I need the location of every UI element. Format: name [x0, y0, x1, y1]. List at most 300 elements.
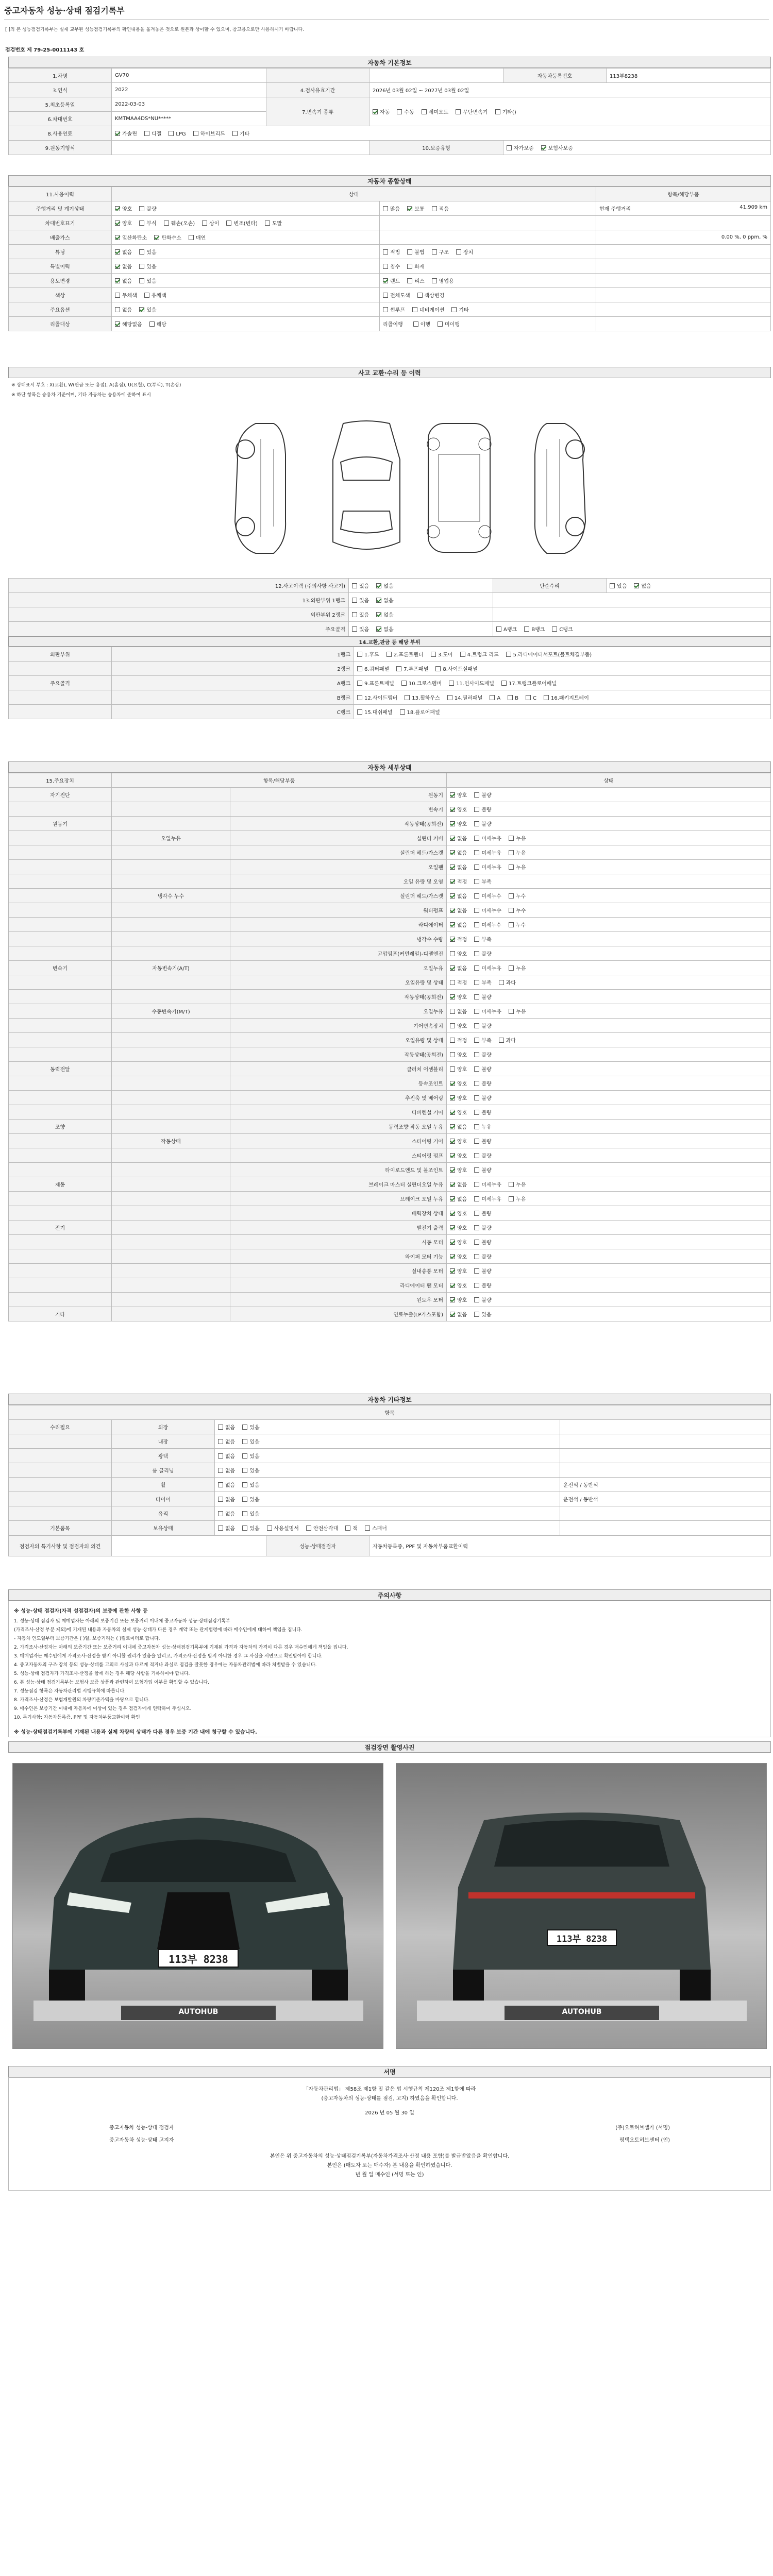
option-checkbox[interactable] — [115, 306, 132, 313]
part-checkbox[interactable] — [431, 650, 453, 658]
checkbox-icon — [397, 109, 402, 114]
option-checkbox[interactable] — [352, 596, 369, 604]
option-checkbox[interactable] — [383, 277, 400, 284]
group-label — [9, 1264, 112, 1278]
option-checkbox[interactable] — [345, 1524, 358, 1532]
option-checkbox[interactable] — [474, 1123, 491, 1130]
option-checkbox[interactable] — [450, 791, 467, 799]
option-checkbox[interactable] — [376, 625, 393, 633]
option-checkbox[interactable] — [474, 1238, 491, 1246]
option-checkbox[interactable] — [450, 964, 467, 972]
sub-label — [112, 1177, 230, 1192]
detail-row — [9, 1120, 771, 1134]
legend-text: ※ 하단 항목은 승용차 기준이며, 기타 자동차는 승용차에 준하여 표시 — [11, 393, 151, 398]
option-checkbox[interactable] — [474, 1224, 491, 1231]
overall-row — [9, 201, 771, 216]
option-checkbox[interactable] — [450, 1151, 467, 1159]
option-checkbox[interactable] — [450, 1238, 467, 1246]
option-checkbox[interactable] — [417, 291, 445, 299]
state-options — [447, 1249, 771, 1264]
group-label: 기본품목 — [9, 1521, 112, 1535]
option-checkbox[interactable] — [450, 921, 467, 928]
option-checkbox[interactable] — [154, 233, 181, 241]
option-checkbox[interactable] — [450, 1224, 467, 1231]
option-checkbox[interactable] — [218, 1481, 235, 1488]
checkbox-icon — [474, 1066, 479, 1072]
option-checkbox[interactable] — [164, 219, 195, 227]
option-checkbox[interactable] — [450, 863, 467, 871]
option-checkbox[interactable] — [634, 582, 651, 589]
state-options — [447, 1206, 771, 1221]
option-checkbox[interactable] — [451, 306, 468, 313]
option-checkbox[interactable] — [218, 1437, 235, 1445]
group-label — [9, 1235, 112, 1249]
option-checkbox[interactable] — [450, 1195, 467, 1202]
option-checkbox[interactable] — [450, 1281, 467, 1289]
option-checkbox[interactable] — [450, 1209, 467, 1217]
option-label: 스패너 — [372, 1526, 387, 1532]
option-checkbox[interactable] — [450, 805, 467, 813]
detail-row — [9, 990, 771, 1004]
option-checkbox[interactable] — [115, 262, 132, 270]
option-label: 불량 — [481, 1240, 492, 1246]
part-checkbox[interactable] — [447, 693, 483, 701]
option-checkbox[interactable] — [495, 108, 516, 115]
option-checkbox[interactable] — [383, 262, 400, 270]
option-checkbox[interactable] — [376, 611, 393, 618]
option-checkbox[interactable] — [474, 1209, 491, 1217]
option-checkbox[interactable] — [474, 1007, 501, 1015]
option-checkbox[interactable] — [509, 1007, 526, 1015]
option-label: 있음 — [146, 279, 157, 284]
option-checkbox[interactable] — [115, 248, 132, 256]
option-checkbox[interactable] — [450, 1108, 467, 1116]
option-checkbox[interactable] — [242, 1466, 259, 1474]
group-label — [9, 874, 112, 889]
option-label: 불량 — [481, 1110, 492, 1116]
part-checkbox[interactable] — [490, 695, 500, 701]
option-label: 미세누수 — [481, 923, 501, 928]
option-checkbox[interactable] — [450, 1094, 467, 1101]
option-checkbox[interactable] — [218, 1466, 235, 1474]
option-label: 누유 — [515, 836, 526, 842]
option-checkbox[interactable] — [139, 248, 156, 256]
checkbox-icon — [376, 583, 381, 588]
option-checkbox[interactable] — [450, 1036, 467, 1044]
part-checkbox[interactable] — [435, 665, 478, 672]
part-checkbox[interactable] — [357, 665, 389, 672]
option-checkbox[interactable] — [474, 1310, 491, 1318]
option-checkbox[interactable] — [474, 964, 501, 972]
option-checkbox[interactable] — [474, 1267, 491, 1275]
checkbox-icon — [509, 1009, 514, 1014]
option-checkbox[interactable] — [432, 248, 449, 256]
option-checkbox[interactable] — [474, 978, 491, 986]
option-checkbox[interactable] — [474, 1050, 491, 1058]
group-label — [9, 1449, 112, 1463]
part-label: 14.필러패널 — [454, 696, 483, 701]
option-checkbox[interactable] — [509, 1180, 526, 1188]
checkbox-icon — [432, 249, 437, 255]
checkbox-icon — [450, 1095, 455, 1100]
option-checkbox[interactable] — [496, 625, 517, 633]
checkbox-icon — [474, 922, 479, 927]
extra-cell: 운전석 / 동반석 — [560, 1478, 771, 1492]
part-checkbox[interactable] — [526, 695, 536, 701]
option-checkbox[interactable] — [474, 921, 501, 928]
option-checkbox[interactable] — [450, 1267, 467, 1275]
option-checkbox[interactable] — [552, 625, 573, 633]
opinion-text: 자동차등록증, PPF 및 자동차부품교환이력 — [369, 1536, 771, 1556]
sub-label — [112, 1293, 230, 1307]
option-checkbox[interactable] — [450, 1137, 467, 1145]
option-checkbox[interactable] — [456, 248, 473, 256]
option-label: 미세누수 — [481, 894, 501, 900]
option-checkbox[interactable] — [474, 805, 491, 813]
option-checkbox[interactable] — [474, 1108, 491, 1116]
option-checkbox[interactable] — [139, 219, 156, 227]
option-checkbox[interactable] — [450, 1296, 467, 1303]
option-checkbox[interactable] — [474, 1065, 491, 1073]
option-checkbox[interactable] — [509, 1195, 526, 1202]
option-checkbox[interactable] — [226, 219, 257, 227]
option-checkbox[interactable] — [474, 1079, 491, 1087]
option-checkbox[interactable] — [509, 906, 526, 914]
state-options — [447, 1264, 771, 1278]
option-label: 하이브리드 — [200, 131, 225, 137]
option-checkbox[interactable] — [524, 625, 545, 633]
checkbox-icon — [450, 1225, 455, 1230]
option-checkbox[interactable] — [474, 1166, 491, 1174]
option-checkbox[interactable] — [474, 1151, 491, 1159]
option-label: 불량 — [481, 1298, 492, 1303]
option-label: 미세누유 — [481, 865, 501, 871]
option-checkbox[interactable] — [242, 1437, 259, 1445]
option-checkbox[interactable] — [218, 1524, 235, 1532]
option-checkbox[interactable] — [474, 834, 501, 842]
option-checkbox[interactable] — [450, 849, 467, 856]
option-checkbox[interactable] — [450, 935, 467, 943]
parts-row — [9, 662, 771, 676]
option-checkbox[interactable] — [144, 291, 166, 299]
option-checkbox[interactable] — [450, 950, 467, 957]
option-checkbox[interactable] — [509, 849, 526, 856]
part-checkbox[interactable] — [357, 650, 379, 658]
state-options — [447, 1120, 771, 1134]
option-checkbox[interactable] — [242, 1524, 259, 1532]
option-checkbox[interactable] — [139, 277, 156, 284]
overall-row — [9, 317, 771, 331]
option-checkbox[interactable] — [450, 820, 467, 827]
option-checkbox[interactable] — [450, 1079, 467, 1087]
part-checkbox[interactable] — [506, 650, 592, 658]
checkbox-icon — [474, 1095, 479, 1100]
option-label: A랭크 — [503, 627, 517, 633]
mileage-value: 41,909 km — [740, 205, 767, 210]
value — [112, 1536, 266, 1556]
state-options — [447, 1177, 771, 1192]
option-checkbox[interactable] — [115, 233, 147, 241]
checkbox-icon — [450, 937, 455, 942]
car-floor-diagram — [415, 418, 503, 557]
part-checkbox[interactable] — [396, 665, 428, 672]
option-checkbox[interactable] — [450, 1022, 467, 1029]
group-label — [9, 1206, 112, 1221]
option-checkbox[interactable] — [376, 596, 393, 604]
option-checkbox[interactable] — [499, 1036, 516, 1044]
section-header: 서명 — [8, 2066, 771, 2077]
car-side-right-diagram — [508, 418, 596, 557]
option-checkbox[interactable] — [413, 320, 430, 328]
option-checkbox[interactable] — [407, 205, 424, 212]
state-options — [215, 1463, 560, 1478]
sub-label — [112, 1192, 230, 1206]
option-checkbox[interactable] — [474, 1022, 491, 1029]
item-label: 브레이크 오일 누유 — [230, 1192, 447, 1206]
note-cell — [596, 201, 771, 216]
state-options — [447, 1293, 771, 1307]
option-checkbox[interactable] — [450, 1252, 467, 1260]
option-checkbox[interactable] — [115, 277, 132, 284]
checkbox-icon — [474, 994, 479, 999]
group-label — [9, 1463, 112, 1478]
option-checkbox[interactable] — [450, 1123, 467, 1130]
option-checkbox[interactable] — [189, 233, 206, 241]
part-checkbox[interactable] — [460, 650, 499, 658]
option-checkbox[interactable] — [242, 1495, 259, 1503]
state-options — [215, 1506, 560, 1521]
option-checkbox[interactable] — [474, 1296, 491, 1303]
part-checkbox[interactable] — [508, 695, 518, 701]
option-checkbox[interactable] — [474, 1094, 491, 1101]
option-checkbox[interactable] — [373, 108, 390, 115]
state-options — [447, 889, 771, 903]
option-checkbox[interactable] — [432, 277, 454, 284]
item-label: 라디에이터 팬 모터 — [230, 1278, 447, 1293]
option-checkbox[interactable] — [383, 291, 410, 299]
part-checkbox[interactable] — [357, 708, 393, 716]
option-checkbox[interactable] — [474, 1036, 491, 1044]
option-checkbox[interactable] — [242, 1423, 259, 1431]
option-checkbox[interactable] — [456, 108, 488, 115]
option-checkbox[interactable] — [242, 1481, 259, 1488]
option-label: 양호 — [457, 1154, 467, 1159]
option-checkbox[interactable] — [474, 1137, 491, 1145]
option-checkbox[interactable] — [352, 625, 369, 633]
option-checkbox[interactable] — [202, 219, 219, 227]
checkbox-icon — [149, 321, 155, 327]
option-checkbox[interactable] — [383, 248, 400, 256]
option-checkbox[interactable] — [450, 993, 467, 1001]
option-checkbox[interactable] — [352, 611, 369, 618]
option-checkbox[interactable] — [218, 1452, 235, 1460]
option-checkbox[interactable] — [383, 306, 405, 313]
sub-label — [112, 1148, 230, 1163]
part-checkbox[interactable] — [386, 650, 424, 658]
option-checkbox[interactable] — [432, 205, 449, 212]
option-checkbox[interactable] — [242, 1510, 259, 1517]
option-checkbox[interactable] — [450, 1065, 467, 1073]
part-checkbox[interactable] — [405, 693, 440, 701]
option-checkbox[interactable] — [407, 262, 424, 270]
option-checkbox[interactable] — [474, 906, 501, 914]
option-checkbox[interactable] — [450, 978, 467, 986]
option-checkbox[interactable] — [365, 1524, 387, 1532]
part-checkbox[interactable] — [449, 679, 494, 687]
part-checkbox[interactable] — [501, 679, 557, 687]
detail-row — [9, 1047, 771, 1062]
option-checkbox[interactable] — [474, 820, 491, 827]
option-label: 양호 — [457, 1053, 467, 1058]
checkbox-icon — [450, 865, 455, 870]
option-label: 없음 — [122, 264, 132, 270]
option-checkbox[interactable] — [232, 129, 249, 137]
sign-text: 「자동차관리법」 제58조 제1항 및 같은 법 시행규칙 제120조 제1항에 따라 — [303, 2087, 476, 2092]
option-checkbox[interactable] — [509, 834, 526, 842]
option-checkbox[interactable] — [474, 1195, 501, 1202]
option-checkbox[interactable] — [193, 129, 225, 137]
option-checkbox[interactable] — [474, 877, 491, 885]
option-checkbox[interactable] — [267, 1524, 299, 1532]
option-checkbox[interactable] — [218, 1510, 235, 1517]
option-checkbox[interactable] — [509, 921, 526, 928]
part-label: 15.대쉬패널 — [364, 710, 393, 716]
item-label: 변속기 — [230, 802, 447, 817]
option-checkbox[interactable] — [115, 219, 132, 227]
option-checkbox[interactable] — [474, 935, 491, 943]
option-checkbox[interactable] — [376, 582, 393, 589]
label: 3.연식 — [9, 83, 112, 97]
option-checkbox[interactable] — [169, 131, 186, 137]
option-label: 없음 — [457, 1312, 467, 1318]
option-checkbox[interactable] — [450, 1007, 467, 1015]
part-label: 13.휠하우스 — [412, 696, 440, 701]
option-checkbox[interactable] — [474, 849, 501, 856]
option-checkbox[interactable] — [397, 108, 414, 115]
state-options-2 — [380, 259, 596, 274]
part-checkbox[interactable] — [400, 708, 440, 716]
option-checkbox[interactable] — [115, 205, 132, 212]
label: 자동차등록번호 — [503, 69, 607, 83]
sub-label — [112, 946, 230, 961]
option-label: 양호 — [122, 207, 132, 212]
option-checkbox[interactable] — [507, 144, 534, 151]
item-label: 워터펌프 — [230, 903, 447, 918]
state-options — [349, 622, 493, 636]
option-checkbox[interactable] — [438, 320, 460, 328]
option-checkbox[interactable] — [509, 863, 526, 871]
detail-row — [9, 1235, 771, 1249]
option-label: 불량 — [481, 1053, 492, 1058]
option-checkbox[interactable] — [242, 1452, 259, 1460]
option-checkbox[interactable] — [474, 1252, 491, 1260]
option-checkbox[interactable] — [115, 129, 137, 137]
state-options — [447, 1148, 771, 1163]
option-checkbox[interactable] — [383, 205, 400, 212]
option-checkbox[interactable] — [139, 262, 156, 270]
group-label — [9, 1134, 112, 1148]
option-checkbox[interactable] — [139, 205, 156, 212]
option-checkbox[interactable] — [541, 144, 573, 151]
option-checkbox[interactable] — [474, 993, 491, 1001]
item-label: 고압펌프(커먼레일)-디젤엔진 — [230, 946, 447, 961]
part-label: 8.사이드실패널 — [443, 667, 478, 672]
option-checkbox[interactable] — [474, 892, 501, 900]
option-checkbox[interactable] — [474, 791, 491, 799]
option-checkbox[interactable] — [474, 863, 501, 871]
sign-text: (중고자동차의 성능·상태를 점검, 고지) 하였음을 확인합니다. — [321, 2096, 458, 2102]
option-checkbox[interactable] — [474, 1281, 491, 1289]
option-checkbox[interactable] — [144, 129, 161, 137]
item-label: 유리 — [112, 1506, 215, 1521]
section-header: 자동차 종합상태 — [8, 175, 771, 187]
checkbox-icon — [526, 695, 531, 700]
option-checkbox[interactable] — [218, 1495, 235, 1503]
option-checkbox[interactable] — [407, 277, 424, 284]
checkbox-icon — [115, 221, 120, 226]
part-checkbox[interactable] — [544, 693, 589, 701]
option-checkbox[interactable] — [450, 892, 467, 900]
group-label — [9, 889, 112, 903]
option-checkbox[interactable] — [499, 978, 516, 986]
part-checkbox[interactable] — [357, 693, 397, 701]
option-checkbox[interactable] — [139, 306, 156, 313]
option-checkbox[interactable] — [450, 877, 467, 885]
option-checkbox[interactable] — [422, 108, 449, 115]
option-checkbox[interactable] — [265, 219, 282, 227]
part-checkbox[interactable] — [401, 679, 442, 687]
checkbox-icon — [383, 206, 388, 211]
part-label: 10.크로스멤버 — [408, 681, 442, 687]
option-checkbox[interactable] — [115, 291, 137, 299]
sub-label — [112, 788, 230, 802]
option-label: 없음 — [383, 598, 394, 604]
option-checkbox[interactable] — [474, 1180, 501, 1188]
option-checkbox[interactable] — [450, 1180, 467, 1188]
sub-label: 오일누유 — [112, 831, 230, 845]
option-checkbox[interactable] — [352, 582, 369, 589]
option-checkbox[interactable] — [450, 834, 467, 842]
option-checkbox[interactable] — [306, 1524, 338, 1532]
option-checkbox[interactable] — [509, 892, 526, 900]
option-checkbox[interactable] — [450, 1166, 467, 1174]
item-label: 기어변속장치 — [230, 1019, 447, 1033]
option-label: 썬루프 — [390, 308, 405, 313]
option-checkbox[interactable] — [218, 1423, 235, 1431]
overall-status-table — [8, 187, 771, 331]
option-checkbox[interactable] — [115, 320, 142, 328]
option-checkbox[interactable] — [509, 964, 526, 972]
checkbox-icon — [450, 1268, 455, 1274]
option-checkbox[interactable] — [450, 906, 467, 914]
option-label: 미세누유 — [481, 1197, 501, 1202]
checkbox-icon — [474, 879, 479, 884]
option-label: LPG — [176, 131, 186, 137]
option-checkbox[interactable] — [412, 306, 444, 313]
option-checkbox[interactable] — [407, 248, 424, 256]
detail-row — [9, 831, 771, 845]
option-checkbox[interactable] — [450, 1050, 467, 1058]
item-label: 실린더 커버 — [230, 831, 447, 845]
part-checkbox[interactable] — [357, 679, 394, 687]
option-checkbox[interactable] — [610, 582, 627, 589]
option-checkbox[interactable] — [474, 950, 491, 957]
checkbox-icon — [460, 652, 465, 657]
option-checkbox[interactable] — [450, 1310, 467, 1318]
option-label: 사용설명서 — [274, 1526, 299, 1532]
option-checkbox[interactable] — [149, 320, 166, 328]
other-row — [9, 1492, 771, 1506]
